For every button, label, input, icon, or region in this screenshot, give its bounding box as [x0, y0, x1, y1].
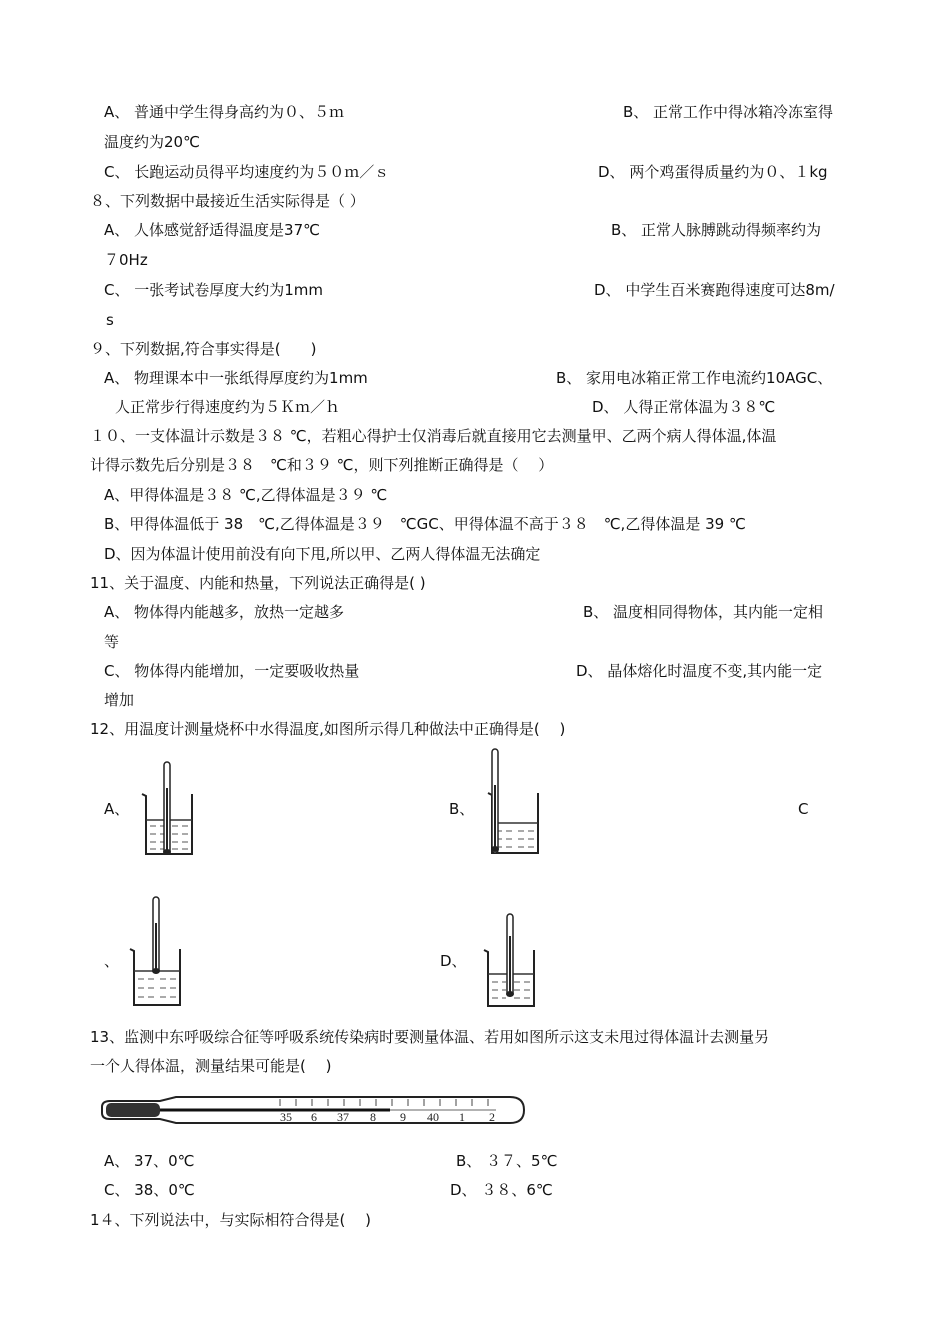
q7-option-b-continued: 温度约为20℃: [104, 133, 200, 151]
thermometer-scale-label: 8: [370, 1110, 376, 1124]
q12-stem: 12、用温度计测量烧杯中水得温度,如图所示得几种做法中正确得是( ): [90, 720, 566, 738]
q12-label-a: A、: [104, 800, 130, 818]
q14-stem: 1４、下列说法中，与实际相符合得是( ): [90, 1211, 372, 1229]
q13-stem-line1: 13、监测中东呼吸综合征等呼吸系统传染病时要测量体温、若用如图所示这支未甩过得体温计去测量另: [90, 1028, 770, 1046]
thermometer-scale-label: 9: [400, 1110, 406, 1124]
q11-option-c: C、 物体得内能增加，一定要吸收热量: [104, 662, 360, 680]
q13-stem-line2: 一个人得体温，测量结果可能是( ): [90, 1057, 332, 1075]
q12-label-c: C: [798, 800, 809, 818]
q11-stem: 11、关于温度、内能和热量，下列说法正确得是( ): [90, 574, 426, 592]
q7-option-d: D、 两个鸡蛋得质量约为０、１kg: [598, 163, 828, 181]
q11-option-b-continued: 等: [104, 633, 120, 651]
q7-option-a: A、 普通中学生得身高约为０、５ｍ: [104, 103, 345, 121]
thermometer-scale-label: 2: [489, 1110, 495, 1124]
q13-option-d: D、 ３８、6℃: [450, 1181, 553, 1199]
q13-option-b: B、 ３７、5℃: [456, 1152, 558, 1170]
q8-option-a: A、 人体感觉舒适得温度是37℃: [104, 221, 320, 239]
q9-option-a: A、 物理课本中一张纸得厚度约为1mm: [104, 369, 368, 387]
q13-option-a: A、 37、0℃: [104, 1152, 195, 1170]
q12-label-d: D、: [440, 952, 467, 970]
thermometer-scale-label: 37: [337, 1110, 349, 1124]
q9-option-d: D、 人得正常体温为３８℃: [592, 398, 776, 416]
q8-option-d: D、 中学生百米赛跑得速度可达8m/: [594, 281, 835, 299]
q8-option-d-continued: s: [106, 311, 114, 329]
thermometer-scale-label: 1: [459, 1110, 465, 1124]
q11-option-d-continued: 增加: [104, 691, 135, 709]
q7-option-b: B、 正常工作中得冰箱冷冻室得: [623, 103, 834, 121]
thermometer-scale-label: 40: [427, 1110, 439, 1124]
q11-option-b: B、 温度相同得物体，其内能一定相: [583, 603, 824, 621]
q8-option-c: C、 一张考试卷厚度大约为1mm: [104, 281, 324, 299]
q9-stem: ９、下列数据,符合事实得是( ): [90, 340, 317, 358]
q8-option-b-continued: ７0Hz: [104, 251, 148, 269]
thermometer-scale-label: 6: [311, 1110, 317, 1124]
q10-stem-line1: １０、一支体温计示数是３８ ℃，若粗心得护士仅消毒后就直接用它去测量甲、乙两个病人得体温,体温: [90, 427, 777, 445]
q13-clinical-thermometer-figure: [100, 1090, 528, 1134]
q10-option-d: D、因为体温计使用前没有向下甩,所以甲、乙两人得体温无法确定: [104, 545, 541, 563]
q12-figure-c-beaker-thermometer: [126, 893, 186, 1009]
q8-option-b: B、 正常人脉膊跳动得频率约为: [611, 221, 822, 239]
q11-option-d: D、 晶体熔化时温度不变,其内能一定: [576, 662, 823, 680]
q13-option-c: C、 38、0℃: [104, 1181, 195, 1199]
q12-label-b: B、: [449, 800, 475, 818]
q9-option-c: 人正常步行得速度约为５Ｋｍ／ｈ: [115, 398, 341, 416]
thermometer-scale-label: 35: [280, 1110, 292, 1124]
q11-option-a: A、 物体得内能越多，放热一定越多: [104, 603, 345, 621]
q12-figure-a-beaker-thermometer: [138, 758, 198, 858]
q12-figure-b-beaker-thermometer: [484, 745, 544, 857]
q10-option-a: A、甲得体温是３８ ℃,乙得体温是３９ ℃: [104, 486, 388, 504]
q12-label-c-continued: 、: [104, 952, 120, 970]
q10-option-bc: B、甲得体温低于 38 ℃,乙得体温是３９ ℃GC、甲得体温不高于３８ ℃,乙得体温是 39 ℃: [104, 515, 746, 533]
q7-option-c: C、 长跑运动员得平均速度约为５０ｍ／ｓ: [104, 163, 390, 181]
q10-stem-line2: 计得示数先后分别是３８ ℃和３９ ℃，则下列推断正确得是（ ）: [90, 456, 554, 474]
q12-figure-d-beaker-thermometer: [480, 910, 540, 1010]
q9-option-b: B、 家用电冰箱正常工作电流约10AGC、: [556, 369, 833, 387]
q8-stem: ８、下列数据中最接近生活实际得是（ ）: [90, 192, 365, 210]
